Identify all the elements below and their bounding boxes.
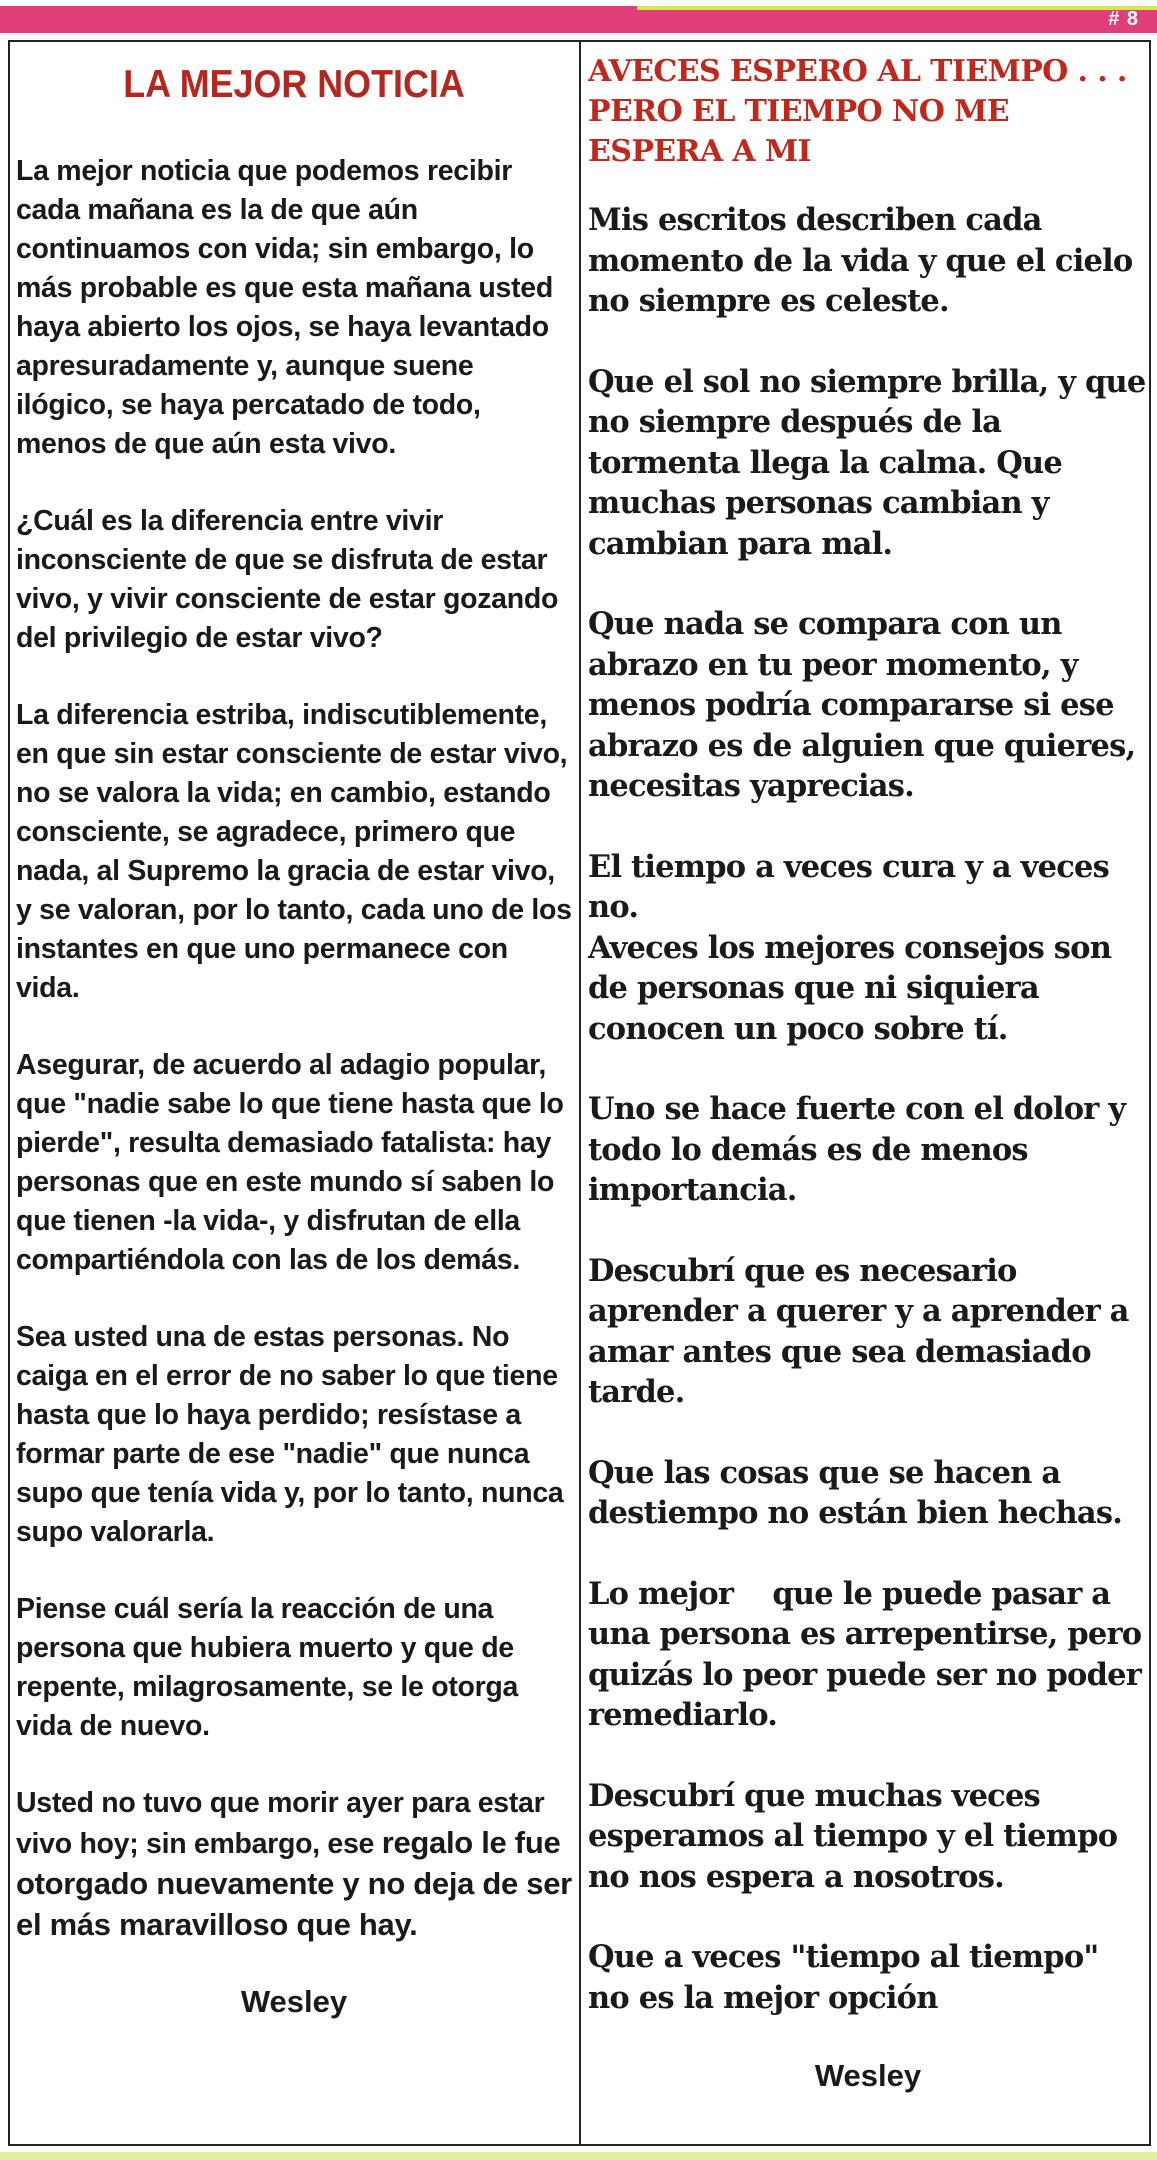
right-article-paragraph-1: Mis escritos describen cada momento de la vida y que el cielo no siempre es celeste.	[588, 202, 1133, 319]
left-article-paragraph-5: Sea usted una de estas personas. No caiga en el error de no saber lo que tiene hasta que lo haya perdido; resístase a formar parte de ese "nadie" que nunca supo que tenía vida y, por lo tanto, nunca supo valorarla.	[16, 1321, 564, 1548]
left-article	[16, 56, 572, 2020]
right-article-paragraph-3: Que nada se compara con un abrazo en tu peor momento, y menos podría compararse si ese abrazo es de alguien que quieres, necesitas yaprecias.	[588, 606, 1136, 804]
left-article-paragraph-3: La diferencia estriba, indiscutiblemente, en que sin estar consciente de estar vivo, no se valora la vida; en cambio, estando consciente, se agradece, primero que nada, al Supremo la gracia de estar vivo, y se valoran, por lo tanto, cada uno de los instantes en que uno permanece con vida.	[16, 699, 572, 1004]
right-article-paragraph-10: Descubrí que muchas veces esperamos al tiempo y el tiempo no nos espera a nosotros.	[588, 1777, 1118, 1895]
right-article-paragraph-11: Que a veces "tiempo al tiempo" no es la mejor opción	[588, 1939, 1099, 2016]
page-number: # 8	[1108, 8, 1139, 30]
footer-stripe	[0, 2152, 1157, 2160]
header-accent-stripe	[637, 6, 1157, 10]
left-article-paragraph-7	[16, 1784, 572, 1946]
left-article-paragraph-7-start: Usted no tuvo que morir ayer para estar vivo hoy; sin embargo, ese	[16, 1787, 545, 1860]
left-article-title: LA MEJOR NOTICIA	[123, 63, 465, 106]
right-article-paragraph-5: Aveces los mejores consejos son de personas que ni siquiera conocen un poco sobre tí.	[588, 929, 1112, 1047]
right-article-title: AVECES ESPERO AL TIEMPO . . . PERO EL TIEMPO NO ME ESPERA A MI	[588, 54, 1127, 169]
column-divider	[579, 40, 581, 2146]
header-bar	[0, 6, 1157, 33]
right-article-paragraph-2: Que el sol no siempre brilla, y que no siempre después de la tormenta llega la calma. Que muchas personas cambian y cambian para mal.	[588, 363, 1146, 562]
left-article-paragraph-6: Piense cuál sería la reacción de una persona que hubiera muerto y que de repente, milagrosamente, se le otorga vida de nuevo.	[16, 1593, 519, 1742]
left-article-paragraph-4: Asegurar, de acuerdo al adagio popular, que "nadie sabe lo que tiene hasta que lo pierde", resulta demasiado fatalista: hay personas que en este mundo sí saben lo que tienen -la vida-, y disfrutan de ella compartiéndola con las de los demás.	[16, 1049, 564, 1276]
right-article-paragraph-9: Lo mejor que le puede pasar a una persona es arrepentirse, pero quizás lo peor puede ser no poder remediarlo.	[588, 1575, 1152, 1733]
right-article-paragraph-7: Descubrí que es necesario aprender a querer y a aprender a amar antes que sea demasiado tarde.	[588, 1252, 1129, 1410]
right-article-author: Wesley	[814, 2058, 922, 2093]
left-article-paragraph-1: La mejor noticia que podemos recibir cada mañana es la de que aún continuamos con vida; sin embargo, lo más probable es que esta mañana usted haya abierto los ojos, se haya levantado apresuradamente y, aunque suene ilógico, se haya percatado de todo, menos de que aún esta vivo.	[16, 155, 553, 460]
right-article-paragraph-6: Uno se hace fuerte con el dolor y todo lo demás es de menos importancia.	[588, 1091, 1126, 1208]
right-article	[588, 52, 1152, 2094]
left-article-paragraph-2: ¿Cuál es la diferencia entre vivir inconsciente de que se disfruta de estar vivo, y vivir consciente de estar gozando del privilegio de estar vivo?	[16, 505, 559, 654]
right-article-paragraph-8: Que las cosas que se hacen a destiempo no están bien hechas.	[588, 1454, 1123, 1531]
right-article-paragraph-4: El tiempo a veces cura y a veces no.	[588, 848, 1109, 925]
left-article-author: Wesley	[240, 1984, 348, 2019]
left-article-paragraph-7-end: regalo le fue otorgado nuevamente y no deja de ser el más maravilloso que hay.	[16, 1825, 572, 1942]
